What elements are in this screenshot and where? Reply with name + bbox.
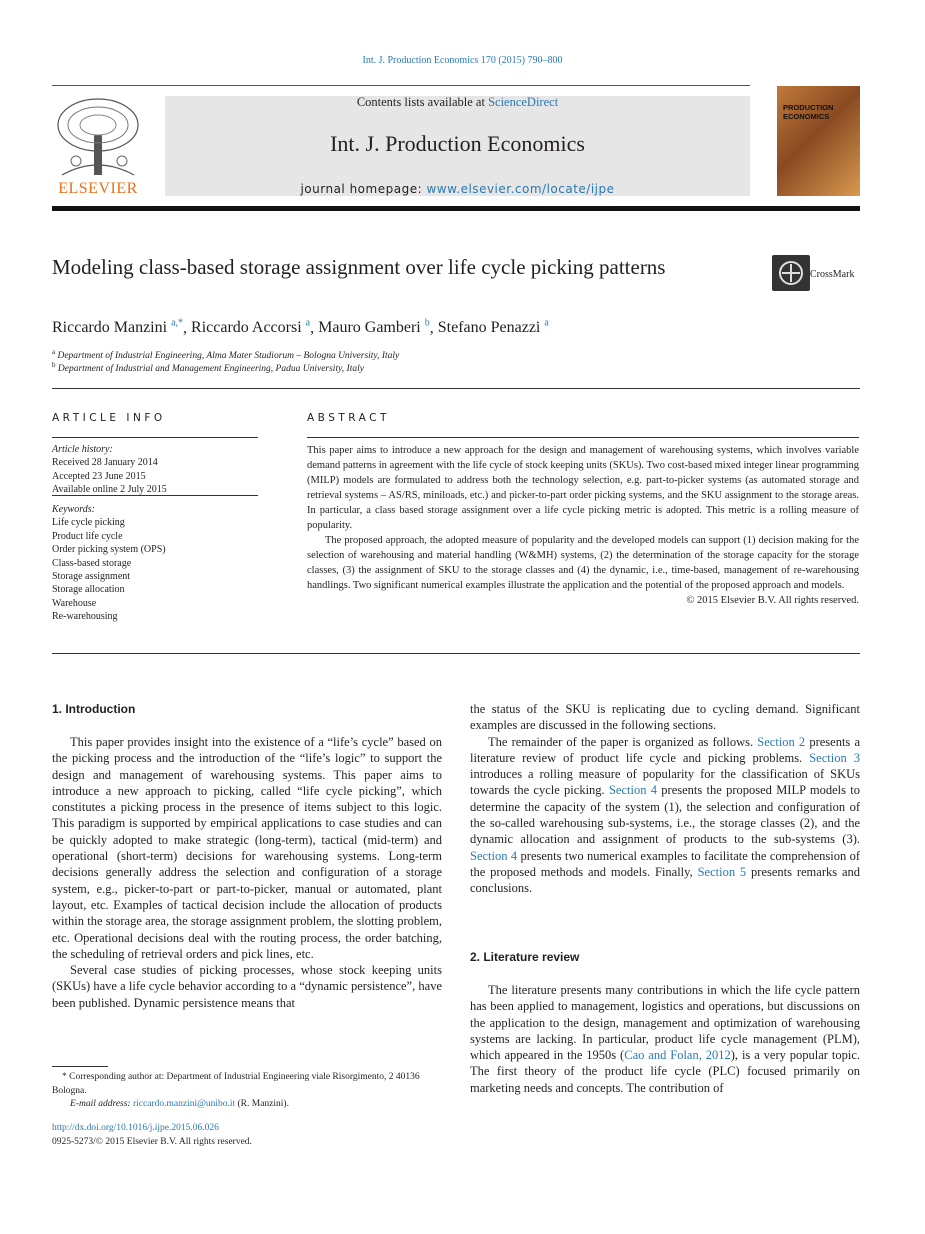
cross-reference-link[interactable]: Section 4: [470, 848, 518, 863]
homepage-link[interactable]: www.elsevier.com/locate/ijpe: [426, 182, 615, 196]
paragraph-text: The literature presents many contributions in which the life cycle pattern has been applied to management, logistics and operations, but discussions on the application to the design, management and optimization of warehousing systems are lacking. In particular, product life cycle management (PLM), which appeared in the 1950s (: [470, 983, 860, 1063]
keyword: Storage allocation: [52, 584, 125, 596]
issn-line: 0925-5273/© 2015 Elsevier B.V. All rights reserved.: [52, 1136, 252, 1147]
article-history: [52, 443, 258, 497]
affiliation: $^a$ Department of Industrial Engineering, Alma Mater Studiorum – Bologna University, Italy: [52, 348, 400, 362]
organization-paragraph: [470, 734, 860, 897]
intro-paragraph: Several case studies of picking processes, whose stock keeping units (SKUs) have a life cycle behavior according to a “dynamic persistence”, have been published. Dynamic persistence means that: [52, 963, 442, 1010]
divider: [52, 495, 258, 496]
abstract-paragraph: This paper aims to introduce a new approach for the design and management of warehousing systems, which involves variable demand patterns in agreement with the life cycle of stock keeping units (SKUs). Two cost-based mixed integer linear programming (MILP) models are formulated to address both the technology selection, e.g. part-to-picker systems (as automated storage and retrieval systems – AS/RS, miniloads, etc.) and picker-to-part order picking systems, and the SKU assignment to the storage areas. In particular, a class based storage assignment over a life cycle picking metric is adopted. This metric is a rolling measure of popularity.: [307, 445, 859, 531]
paragraph-continuation: the status of the SKU is replicating due to cycling demand. Significant examples are discussed in the following sections.: [470, 702, 860, 733]
journal-name: Int. J. Production Economics: [330, 131, 585, 156]
paragraph-text: presents the proposed MILP models to determine the capacity of the system (1), the selection and configuration of the so-called warehousing sub-systems, i.e., the storage classes (2), and the dynamic allocation and assignment of products to the sub-systems (3).: [470, 783, 860, 847]
contents-line: [165, 95, 750, 110]
keyword: Warehouse: [52, 597, 97, 609]
email-link[interactable]: riccardo.manzini@unibo.it: [132, 1099, 236, 1109]
keyword: Life cycle picking: [52, 517, 125, 529]
author-list: Riccardo Manzini $^{a,*}$, Riccardo Accorsi $^a$, Mauro Gamberi $^b$, Stefano Penazzi $^a$: [52, 318, 549, 337]
header-thick-rule: [52, 206, 860, 211]
author[interactable]: Riccardo Accorsi $^a$: [191, 318, 311, 337]
cross-reference-link[interactable]: Section 5: [697, 864, 747, 879]
crossmark-icon[interactable]: [772, 255, 810, 291]
keywords: [52, 503, 258, 624]
cross-reference-link[interactable]: Cao and Folan, 2012: [624, 1048, 731, 1063]
paragraph-text: ), is a very popular topic. The first theory of the product life cycle (PLC) focused primarily on marketing needs and concepts. The contribution of: [470, 1048, 860, 1095]
history-accepted: Accepted 23 June 2015: [52, 470, 146, 482]
divider: [307, 437, 859, 438]
keywords-label: Keywords:: [52, 504, 95, 515]
affiliation: $^b$ Department of Industrial and Management Engineering, Padua University, Italy: [52, 361, 364, 375]
email-note: E-mail address: riccardo.manzini@unibo.it (R. Manzini).: [70, 1099, 289, 1109]
paragraph-text: presents a literature review of product life cycle and picking problems.: [470, 734, 860, 765]
paragraph-text: The remainder of the paper is organized as follows.: [488, 734, 758, 749]
contents-prefix: Contents lists available at: [356, 95, 489, 109]
cross-reference-link[interactable]: Section 3: [809, 750, 860, 765]
article-title: Modeling class-based storage assignment over life cycle picking patterns: [52, 255, 666, 279]
doi-block: [52, 1122, 442, 1149]
history-label: Article history:: [52, 444, 113, 455]
literature-paragraph: [470, 982, 860, 1096]
cross-reference-link[interactable]: Section 4: [608, 783, 657, 798]
keyword: Order picking system (OPS): [52, 544, 166, 556]
corresponding-author-note: * Corresponding author at: Department of Industrial Engineering viale Risorgimento, 2 40136 Bologna.: [52, 1072, 420, 1096]
intro-paragraph: This paper provides insight into the existence of a “life’s cycle” based on the picking process and the introduction of the “life’s logic” to support the design and management of warehousing systems. This paper aims to introduce a new approach to picking, called “life cycle picking”, which constitutes a picking process in the presence of items subject to this logic. This paradigm is supported by empirical applications to case studies and can be quickly adopted to make strategic (long-term), tactical (mid-term) and operational (short-term) decisions for warehousing systems. Long-term decisions generally address the selection and configuration of a storage system, e.g., picker-to-part or part-to-picker, manual or automated, plant layout, etc. Examples of tactical decision include the allocation of products within the storage area, the storage assignment problem, the slotting problem, etc. Operational decisions deal with the routing process, the order batching, the scheduling of retrieval orders and pick lines, etc.: [52, 735, 442, 961]
divider: [52, 653, 860, 654]
keyword: Product life cycle: [52, 530, 123, 542]
intro-heading: 1. Introduction: [52, 702, 136, 716]
footnotes: [52, 1071, 442, 1112]
article-info-heading: ARTICLE INFO: [52, 412, 166, 424]
abstract-paragraph: The proposed approach, the adopted measure of popularity and the developed models can support (1) decision making for the selection of warehousing and material handling (W&MH) systems, (2) the determination of the storage capacity for the storage classes, (3) the assignment of SKU to the storage classes and (4) the dynamic, i.e., time-based, management of re-warehousing handlings. Two significant numerical examples illustrate the application and the potential of the proposed approach and models.: [307, 535, 859, 591]
literature-body: [470, 982, 860, 1096]
homepage-line: [165, 182, 750, 196]
header-rule: [52, 85, 750, 86]
paragraph-text: introduces a rolling measure of popularity for the classification of SKUs towards the cycle picking.: [470, 767, 860, 798]
keyword: Re-warehousing: [52, 611, 118, 623]
keyword: Class-based storage: [52, 557, 132, 569]
homepage-prefix: journal homepage:: [300, 182, 427, 196]
literature-heading: 2. Literature review: [470, 950, 580, 964]
intro-body: [52, 734, 442, 1011]
doi-link[interactable]: http://dx.doi.org/10.1016/j.ijpe.2015.06.026: [52, 1123, 219, 1133]
history-received: Received 28 January 2014: [52, 457, 158, 469]
abstract-copyright: © 2015 Elsevier B.V. All rights reserved.: [686, 595, 859, 606]
journal-citation[interactable]: Int. J. Production Economics 170 (2015) 790–800: [362, 55, 563, 66]
paragraph-text: presents remarks and conclusions.: [470, 864, 861, 896]
crossmark-label[interactable]: CrossMark: [810, 269, 855, 280]
divider: [52, 437, 258, 438]
author[interactable]: Stefano Penazzi $^a$: [437, 318, 549, 337]
abstract-body: [307, 443, 859, 608]
divider: [52, 388, 860, 389]
cover-title: PRODUCTION ECONOMICS: [783, 103, 834, 121]
publisher-wordmark: ELSEVIER: [58, 180, 138, 197]
paragraph-text: presents two numerical examples to facilitate the comprehension of the proposed methods and models. Finally,: [470, 848, 860, 879]
footnote-rule: [52, 1066, 108, 1067]
author[interactable]: Mauro Gamberi $^b$: [318, 318, 430, 337]
cross-reference-link[interactable]: Section 2: [757, 734, 806, 749]
history-online: Available online 2 July 2015: [52, 484, 167, 496]
sciencedirect-link[interactable]: ScienceDirect: [488, 95, 559, 109]
right-column-top: [470, 701, 860, 897]
keyword: Storage assignment: [52, 571, 131, 583]
journal-cover-image[interactable]: [777, 86, 860, 196]
author[interactable]: Riccardo Manzini $^{a,*}$: [52, 318, 184, 337]
abstract-heading: ABSTRACT: [307, 412, 390, 424]
